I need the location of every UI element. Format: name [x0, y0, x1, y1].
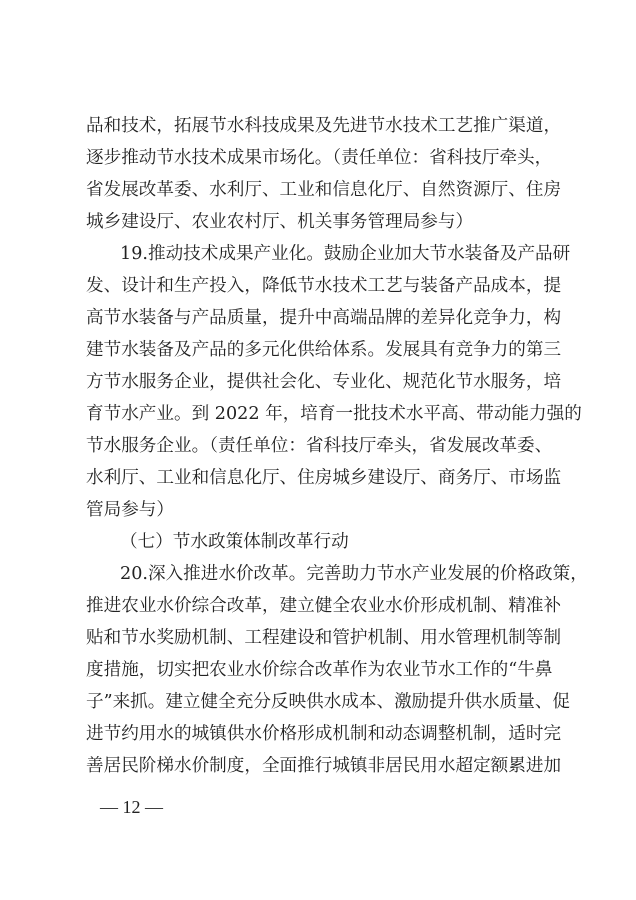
- section-heading: （七）节水政策体制改革行动: [120, 532, 349, 552]
- text-line: 水利厅、工业和信息化厅、住房城乡建设厅、商务厅、市场监: [86, 468, 562, 488]
- text-line: 发、设计和生产投入，降低节水技术工艺与装备产品成本，提: [86, 276, 562, 296]
- text-line: 高节水装备与产品质量，提升中高端品牌的差异化竞争力，构: [86, 308, 562, 328]
- text-line: 管局参与）: [86, 500, 174, 520]
- text-line: 子”来抓。建立健全充分反映供水成本、激励提升供水质量、促: [86, 692, 571, 712]
- text-line: 善居民阶梯水价制度，全面推行城镇非居民用水超定额累进加: [86, 756, 562, 776]
- text-line: 度措施，切实把农业水价综合改革作为农业节水工作的“牛鼻: [86, 660, 553, 680]
- text-line: 贴和节水奖励机制、工程建设和管护机制、用水管理机制等制: [86, 628, 562, 648]
- text-line: 方节水服务企业，提供社会化、专业化、规范化节水服务，培: [86, 372, 562, 392]
- paragraph-20-start: 20.深入推进水价改革。完善助力节水产业发展的价格政策，: [120, 564, 588, 584]
- paragraph-19-start: 19.推动技术成果产业化。鼓励企业加大节水装备及产品研: [120, 244, 571, 264]
- text-line: 育节水产业。到 2022 年，培育一批技术水平高、带动能力强的: [86, 404, 582, 424]
- text-line: 城乡建设厅、农业农村厅、机关事务管理局参与）: [86, 212, 474, 232]
- text-line: 节水服务企业。（责任单位：省科技厅牵头，省发展改革委、: [86, 436, 553, 456]
- page-number: — 12 —: [100, 797, 163, 817]
- text-line: 省发展改革委、水利厅、工业和信息化厅、自然资源厅、住房: [86, 180, 562, 200]
- text-line: 建节水装备及产品的多元化供给体系。发展具有竞争力的第三: [86, 340, 562, 360]
- text-line: 进节约用水的城镇供水价格形成机制和动态调整机制，适时完: [86, 724, 562, 744]
- text-line: 逐步推动节水技术成果市场化。（责任单位：省科技厅牵头，: [86, 148, 553, 168]
- text-line: 推进农业水价综合改革，建立健全农业水价形成机制、精准补: [86, 596, 562, 616]
- text-line: 品和技术，拓展节水科技成果及先进节水技术工艺推广渠道，: [86, 116, 562, 136]
